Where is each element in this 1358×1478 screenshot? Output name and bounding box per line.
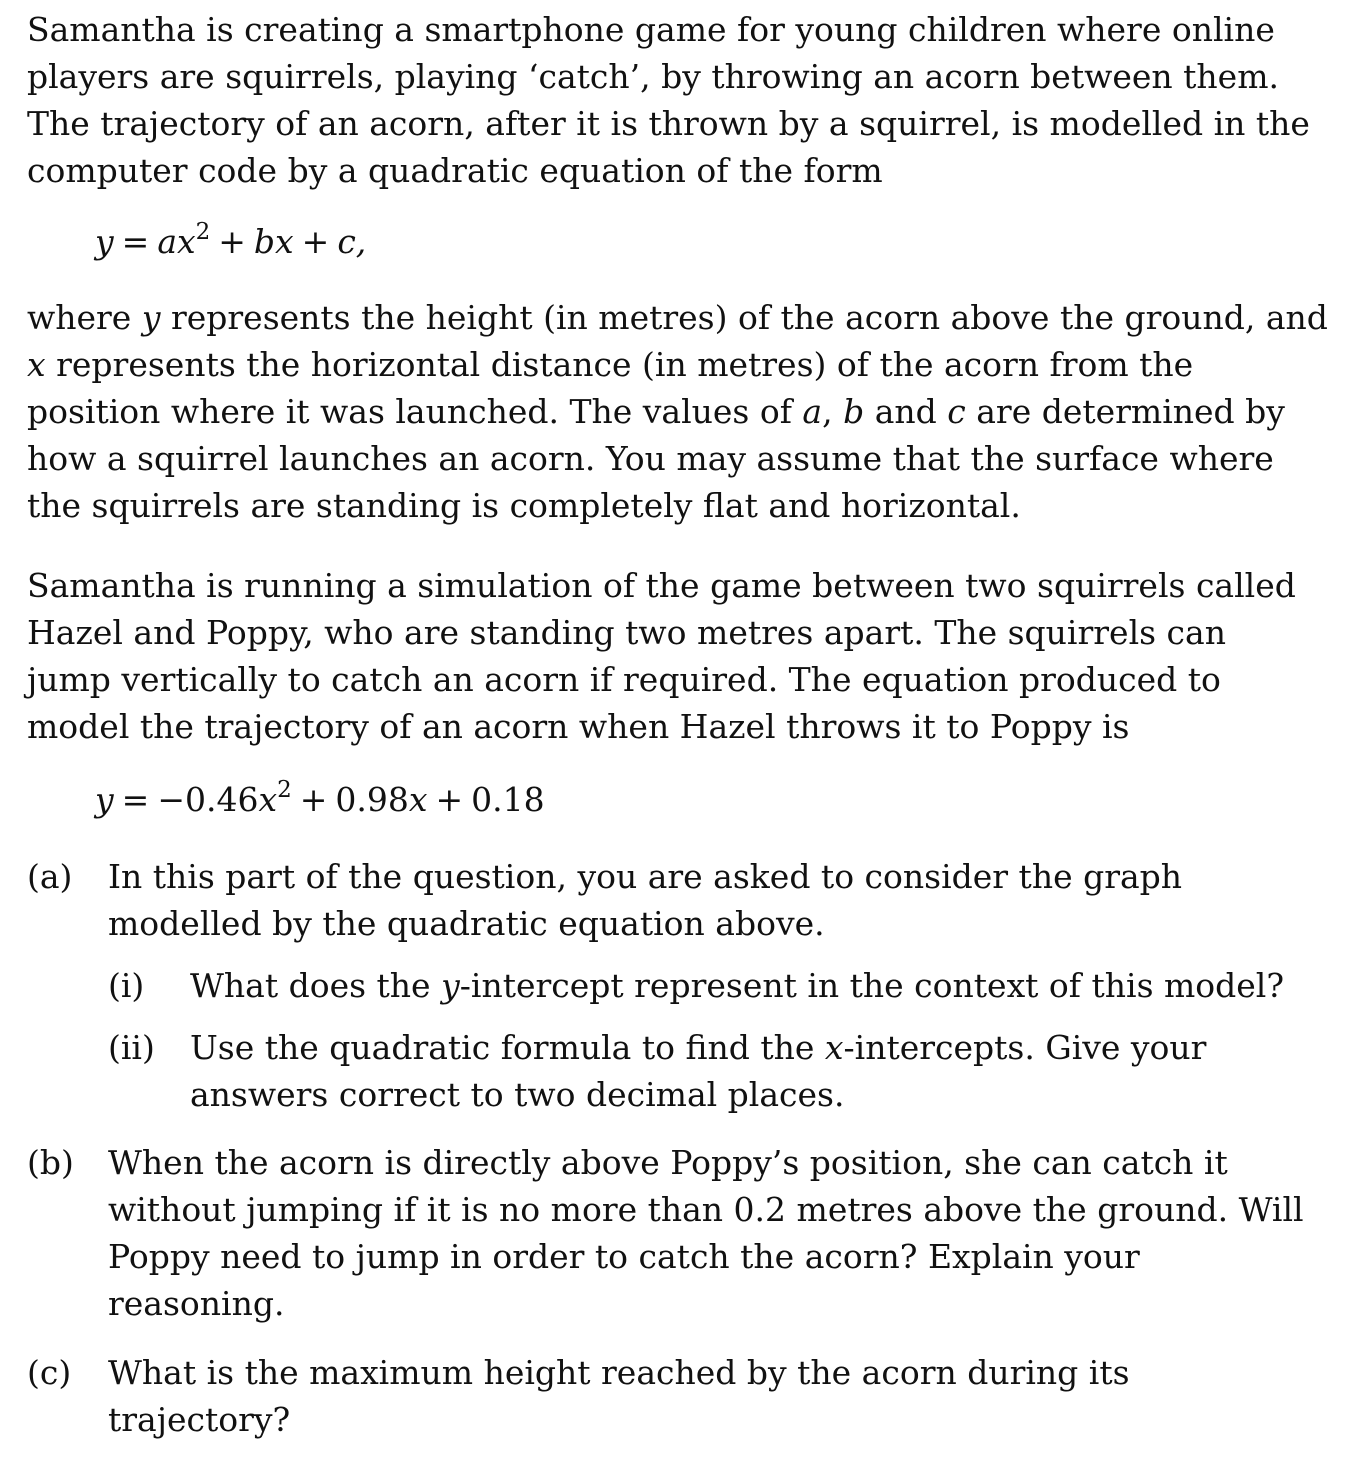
intro-line: Samantha is creating a smartphone game for young children where online: [27, 10, 1275, 49]
description-line: how a squirrel launches an acorn. You may assume that the surface where: [27, 439, 1274, 478]
simulation-paragraph: [27, 562, 1327, 750]
text: Use the quadratic formula to find the: [190, 1028, 825, 1067]
part-b-line: reasoning.: [108, 1284, 285, 1323]
text: -intercept represent in the context of this model?: [459, 966, 1285, 1005]
exponent: 2: [195, 219, 211, 245]
part-c-line: trajectory?: [108, 1400, 291, 1439]
equation-term: bx: [253, 222, 294, 261]
plus-sign: +: [299, 780, 328, 819]
plus-sign: +: [435, 780, 464, 819]
equation-term: c,: [337, 222, 367, 261]
description-line: the squirrels are standing is completely flat and horizontal.: [27, 486, 1021, 525]
model-equation: [95, 777, 545, 819]
description-line: [27, 341, 1327, 388]
equals-sign: =: [121, 780, 150, 819]
part-a-i-line: [190, 962, 1340, 1009]
variable: x: [258, 780, 278, 819]
part-a-text: [108, 853, 1338, 947]
part-b-text: [108, 1139, 1338, 1327]
intro-line: computer code by a quadratic equation of the form: [27, 151, 883, 190]
description-line: [27, 388, 1327, 435]
description-paragraph: [27, 294, 1327, 529]
exponent: 2: [277, 777, 292, 803]
part-a-line: modelled by the quadratic equation above.: [108, 904, 825, 943]
plus-sign: +: [218, 222, 246, 261]
simulation-line: model the trajectory of an acorn when Hazel throws it to Poppy is: [27, 707, 1130, 746]
equation-term: ax: [157, 222, 196, 261]
variable: c: [947, 392, 966, 431]
text: are determined by: [965, 392, 1285, 431]
constant: 0.18: [471, 780, 545, 819]
text: What does the: [190, 966, 442, 1005]
intro-line: players are squirrels, playing ‘catch’, by throwing an acorn between them.: [27, 57, 1279, 96]
part-b-line: When the acorn is directly above Poppy’s position, she can catch it: [108, 1143, 1228, 1182]
text: -intercepts. Give your: [843, 1028, 1207, 1067]
simulation-line: Samantha is running a simulation of the game between two squirrels called: [27, 566, 1296, 605]
variable: x: [27, 345, 46, 384]
part-a-ii-line: [190, 1024, 1340, 1071]
text: where: [27, 298, 142, 337]
intro-paragraph: [27, 6, 1327, 194]
part-a-line: In this part of the question, you are asked to consider the graph: [108, 857, 1183, 896]
text: represents the height (in metres) of the acorn above the ground, and: [160, 298, 1328, 337]
variable: b: [843, 392, 865, 431]
text: ,: [822, 392, 844, 431]
part-c-line: What is the maximum height reached by the acorn during its: [108, 1353, 1130, 1392]
part-b-label: (b): [27, 1143, 74, 1182]
variable: y: [441, 966, 460, 1005]
equation-lhs: y: [95, 780, 114, 819]
simulation-line: jump vertically to catch an acorn if required. The equation produced to: [27, 660, 1221, 699]
text: and: [864, 392, 948, 431]
coefficient: −0.46: [157, 780, 259, 819]
variable: a: [802, 392, 823, 431]
part-c-label: (c): [27, 1353, 72, 1392]
intro-line: The trajectory of an acorn, after it is thrown by a squirrel, is modelled in the: [27, 104, 1310, 143]
variable: y: [141, 298, 161, 337]
general-equation: [95, 219, 367, 261]
variable: x: [824, 1028, 844, 1067]
part-c-text: [108, 1349, 1338, 1443]
part-a-label: (a): [27, 857, 73, 896]
part-a-ii-line: answers correct to two decimal places.: [190, 1075, 845, 1114]
equation-lhs: y: [95, 222, 114, 261]
text: position where it was launched. The values of: [27, 392, 803, 431]
part-b-line: without jumping if it is no more than 0.2 metres above the ground. Will: [108, 1190, 1304, 1229]
plus-sign: +: [301, 222, 330, 261]
description-line: [27, 294, 1327, 341]
part-a-i-label: (i): [108, 966, 145, 1005]
equals-sign: =: [121, 222, 150, 261]
coefficient: 0.98: [335, 780, 409, 819]
simulation-line: Hazel and Poppy, who are standing two metres apart. The squirrels can: [27, 613, 1226, 652]
part-b-line: Poppy need to jump in order to catch the acorn? Explain your: [108, 1237, 1140, 1276]
part-a-i-text: [190, 962, 1340, 1009]
part-a-ii-label: (ii): [108, 1028, 155, 1067]
variable: x: [408, 780, 428, 819]
text: represents the horizontal distance (in metres) of the acorn from the: [45, 345, 1194, 384]
part-a-ii-text: [190, 1024, 1340, 1118]
